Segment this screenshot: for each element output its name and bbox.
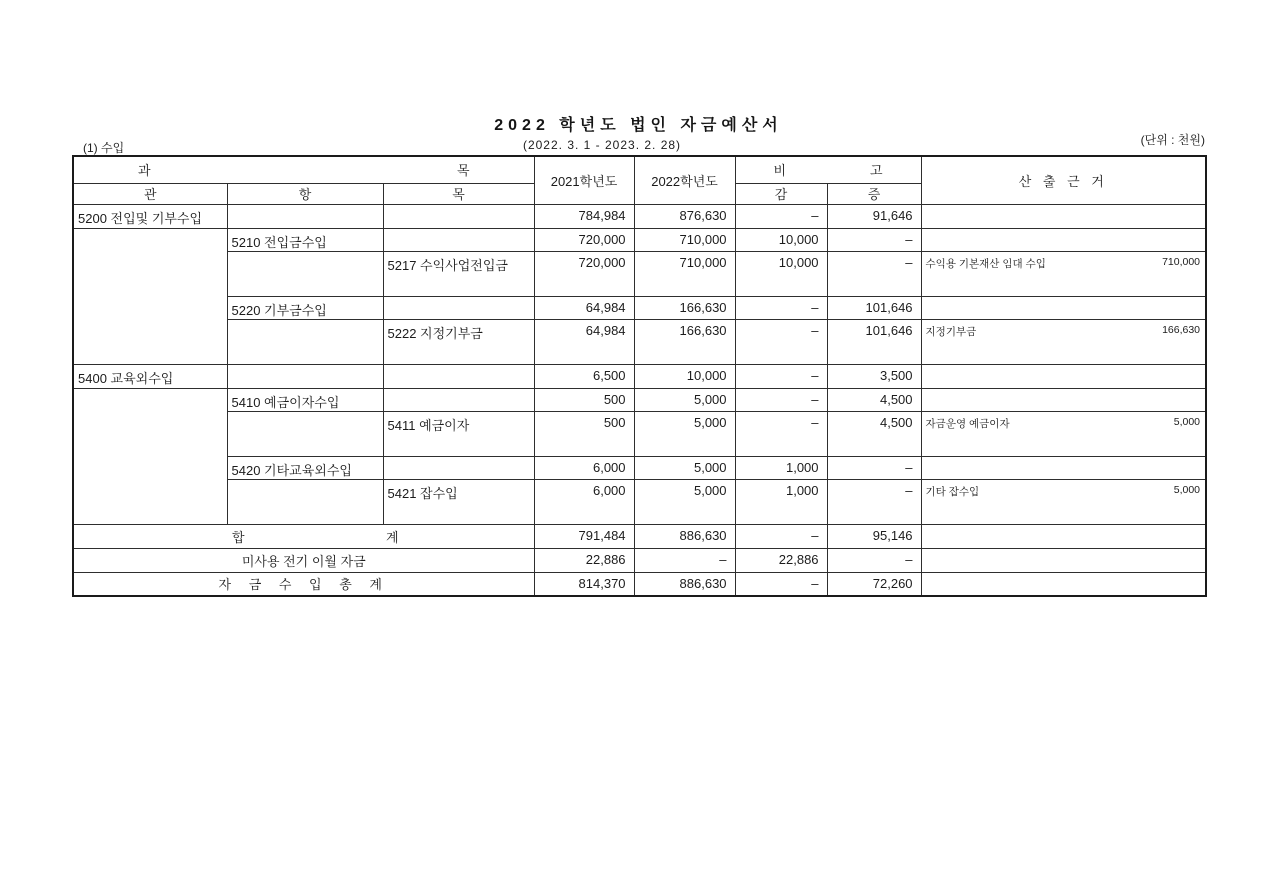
- header-bigo: [735, 156, 921, 183]
- cell-basis: [921, 251, 1206, 296]
- cell-2022: 710,000: [634, 251, 735, 296]
- basis-label: 기타 잡수입: [925, 485, 980, 498]
- table-row: [73, 364, 1206, 388]
- cell-basis: [921, 388, 1206, 411]
- header-bigo-right: 고: [869, 163, 883, 179]
- cell-2022: 5,000: [634, 479, 735, 524]
- total-row: [73, 524, 1206, 548]
- header-row-1: [73, 156, 1206, 183]
- cell-mok: 5411 예금이자: [383, 411, 534, 456]
- cell-hang: [227, 319, 383, 364]
- cell-jeung: –: [827, 479, 921, 524]
- total-label-right: 계: [385, 529, 399, 545]
- cell-mok: [383, 364, 534, 388]
- basis-label: 자금운영 예금이자: [925, 417, 1010, 430]
- cell-2021: 791,484: [534, 524, 634, 548]
- header-basis-label: 산 출 근 거: [1018, 173, 1108, 189]
- cell-basis: [921, 479, 1206, 524]
- header-2021: 2021학년도: [534, 156, 634, 204]
- cell-mok: [383, 296, 534, 319]
- basis-value: 5,000: [1173, 415, 1201, 428]
- table-row: [73, 388, 1206, 411]
- cell-basis: [921, 228, 1206, 251]
- cell-jeung: 4,500: [827, 411, 921, 456]
- cell-basis: [921, 204, 1206, 228]
- cell-gam: 1,000: [735, 479, 827, 524]
- cell-mok: [383, 228, 534, 251]
- cell-gam: –: [735, 572, 827, 596]
- cell-mok: [383, 456, 534, 479]
- cell-basis: [921, 364, 1206, 388]
- cell-2022: 710,000: [634, 228, 735, 251]
- cell-hang: [227, 204, 383, 228]
- cell-2022: 166,630: [634, 296, 735, 319]
- date-range: (2022. 3. 1 - 2023. 2. 28): [522, 138, 682, 152]
- cell-basis: [921, 319, 1206, 364]
- header-gwamok: [73, 156, 534, 183]
- cell-hang: 5210 전입금수입: [227, 228, 383, 251]
- cell-jeung: 95,146: [827, 524, 921, 548]
- table-row: [73, 296, 1206, 319]
- table-row: [73, 456, 1206, 479]
- cell-2021: 500: [534, 411, 634, 456]
- cell-gam: –: [735, 204, 827, 228]
- cell-basis: [921, 456, 1206, 479]
- cell-basis: [921, 411, 1206, 456]
- basis-value: 166,630: [1162, 323, 1201, 336]
- cell-2022: 5,000: [634, 388, 735, 411]
- header-gwamok-left: 과: [138, 163, 151, 179]
- cell-basis: [921, 296, 1206, 319]
- cell-gam: –: [735, 296, 827, 319]
- cell-hang: [227, 479, 383, 524]
- cell-2021: 720,000: [534, 228, 634, 251]
- cell-gam: –: [735, 411, 827, 456]
- cell-2021: 6,500: [534, 364, 634, 388]
- cell-gam: 10,000: [735, 251, 827, 296]
- header-hang: 항: [227, 183, 383, 204]
- cell-hang: [227, 411, 383, 456]
- cell-2022: 886,630: [634, 524, 735, 548]
- cell-grand-total-label: 자 금 수 입 총 계: [73, 572, 534, 596]
- table-row: [73, 479, 1206, 524]
- cell-jeung: –: [827, 548, 921, 572]
- table-row: [73, 251, 1206, 296]
- cell-mok: [383, 204, 534, 228]
- cell-gwan-merged: [73, 228, 227, 364]
- cell-gam: –: [735, 319, 827, 364]
- unit-label: (단위 : 천원): [1140, 133, 1205, 147]
- cell-2021: 64,984: [534, 319, 634, 364]
- cell-2022: –: [634, 548, 735, 572]
- cell-jeung: 101,646: [827, 296, 921, 319]
- basis-label: 수익용 기본재산 임대 수입: [925, 257, 1046, 270]
- header-bigo-left: 비: [773, 163, 787, 179]
- cell-gwan: 5200 전입및 기부수입: [73, 204, 227, 228]
- budget-table: [72, 155, 1207, 597]
- cell-2022: 10,000: [634, 364, 735, 388]
- basis-label: 지정기부금: [925, 325, 977, 338]
- cell-2021: 64,984: [534, 296, 634, 319]
- cell-mok: 5217 수익사업전입금: [383, 251, 534, 296]
- basis-value: 5,000: [1173, 483, 1201, 496]
- header-2022: 2022학년도: [634, 156, 735, 204]
- cell-2022: 5,000: [634, 411, 735, 456]
- cell-jeung: –: [827, 228, 921, 251]
- cell-2021: 6,000: [534, 456, 634, 479]
- cell-2021: 720,000: [534, 251, 634, 296]
- cell-basis: [921, 548, 1206, 572]
- cell-2022: 5,000: [634, 456, 735, 479]
- cell-2021: 784,984: [534, 204, 634, 228]
- grand-total-row: [73, 572, 1206, 596]
- cell-jeung: –: [827, 456, 921, 479]
- cell-2021: 814,370: [534, 572, 634, 596]
- cell-mok: 5421 잡수입: [383, 479, 534, 524]
- cell-basis: [921, 572, 1206, 596]
- cell-hang: 5420 기타교육외수입: [227, 456, 383, 479]
- page-title: 2022 학년도 법인 자금예산서: [494, 117, 783, 134]
- cell-2021: 500: [534, 388, 634, 411]
- section-label: (1) 수입: [83, 141, 125, 155]
- header-gwan: 관: [73, 183, 227, 204]
- basis-value: 710,000: [1162, 255, 1201, 268]
- cell-gwan: 5400 교육외수입: [73, 364, 227, 388]
- cell-2022: 886,630: [634, 572, 735, 596]
- carryover-row: [73, 548, 1206, 572]
- total-label-left: 합: [232, 529, 245, 545]
- header-mok: 목: [383, 183, 534, 204]
- cell-2021: 22,886: [534, 548, 634, 572]
- cell-total-label: [73, 524, 534, 548]
- cell-gwan-merged: [73, 388, 227, 524]
- header-gam: 감: [735, 183, 827, 204]
- cell-2022: 166,630: [634, 319, 735, 364]
- cell-hang: [227, 364, 383, 388]
- cell-jeung: –: [827, 251, 921, 296]
- cell-jeung: 3,500: [827, 364, 921, 388]
- cell-mok: [383, 388, 534, 411]
- cell-jeung: 4,500: [827, 388, 921, 411]
- cell-2021: 6,000: [534, 479, 634, 524]
- table-row: [73, 411, 1206, 456]
- cell-mok: 5222 지정기부금: [383, 319, 534, 364]
- cell-hang: [227, 251, 383, 296]
- cell-gam: –: [735, 524, 827, 548]
- table-row: [73, 319, 1206, 364]
- cell-basis: [921, 524, 1206, 548]
- header-basis: [921, 156, 1206, 204]
- table-row: [73, 204, 1206, 228]
- cell-gam: –: [735, 388, 827, 411]
- cell-jeung: 72,260: [827, 572, 921, 596]
- header-jeung: 증: [827, 183, 921, 204]
- cell-hang: 5410 예금이자수입: [227, 388, 383, 411]
- cell-jeung: 101,646: [827, 319, 921, 364]
- cell-jeung: 91,646: [827, 204, 921, 228]
- cell-2022: 876,630: [634, 204, 735, 228]
- header-gwamok-right: 목: [456, 163, 470, 179]
- cell-gam: 10,000: [735, 228, 827, 251]
- cell-gam: 22,886: [735, 548, 827, 572]
- cell-carryover-label: 미사용 전기 이월 자금: [73, 548, 534, 572]
- cell-gam: 1,000: [735, 456, 827, 479]
- cell-gam: –: [735, 364, 827, 388]
- cell-hang: 5220 기부금수입: [227, 296, 383, 319]
- table-row: [73, 228, 1206, 251]
